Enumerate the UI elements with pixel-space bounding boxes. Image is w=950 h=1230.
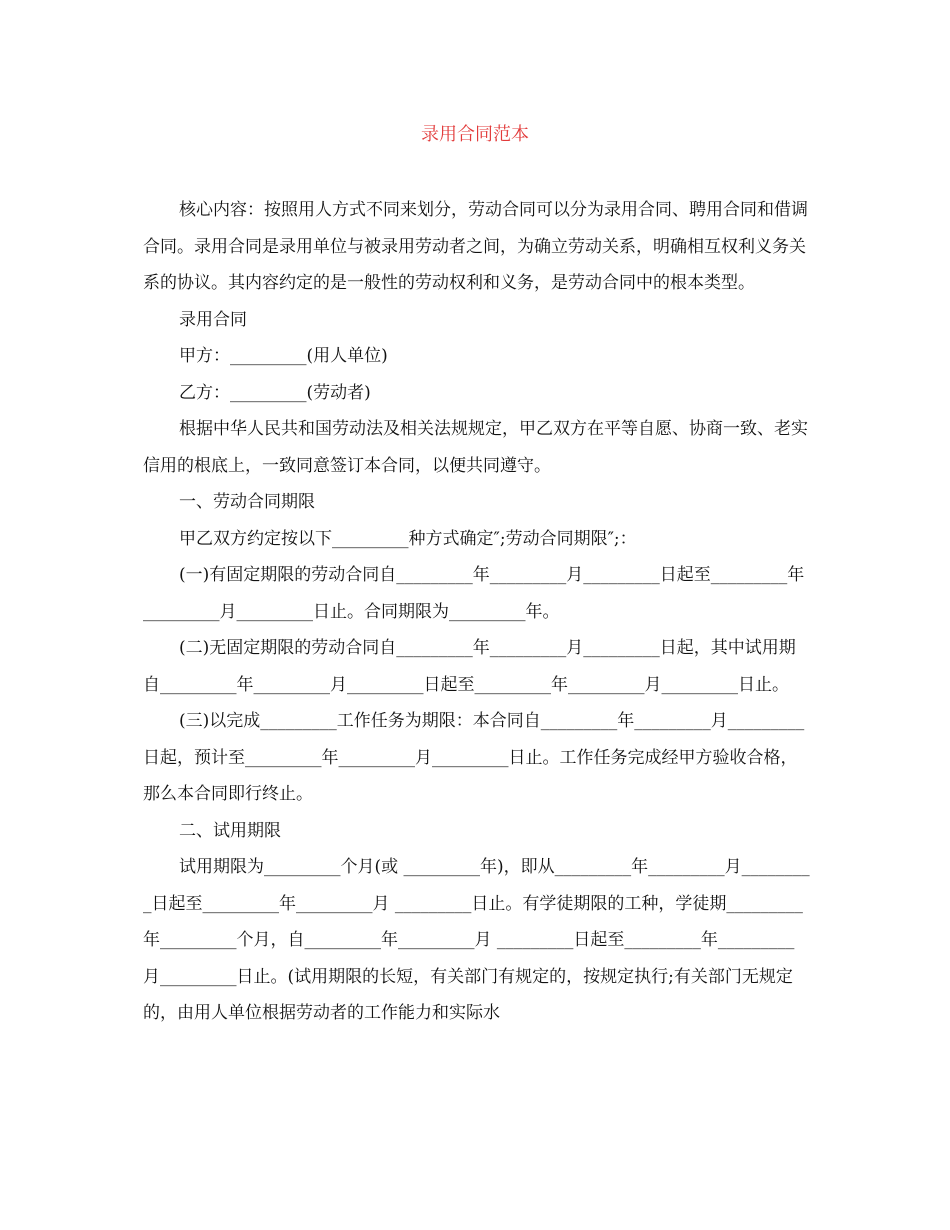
paragraph-probation-term: 试用期限为_________个月(或 _________年)，即从_________年_________月_________日起至_________年_________月 _________日止。有学徒期限的工种，学徒期_________年_________个月，自_________年_________月 _________日起至_________年_________月_________日止。(试用期限的长短，有关部门有规定的，按规定执行;有关部门无规定的，由用人单位根据劳动者的工作能力和实际水 [143, 857, 810, 1023]
section-heading-contract-term: 一、劳动合同期限 [179, 492, 315, 512]
paragraph-party-a: 甲方：_________(用人单位) [179, 346, 388, 366]
paragraph-core-content: 核心内容：按照用人方式不同来划分，劳动合同可以分为录用合同、聘用合同和借调合同。录用合同是录用单位与被录用劳动者之间，为确立劳动关系，明确相互权利义务关系的协议。其内容约定的是一般性的劳动权利和义务，是劳动合同中的根本类型。 [143, 200, 808, 293]
paragraph-legal-basis: 根据中华人民共和国劳动法及相关法规规定，甲乙双方在平等自愿、协商一致、老实信用的根底上，一致同意签订本合同，以便共同遵守。 [143, 419, 808, 476]
paragraph-open-term: (二)无固定期限的劳动合同自_________年_________月_________日起，其中试用期自_________年_________月_________日起至_________年_________月_________日止。 [143, 638, 796, 695]
paragraph-contract-heading: 录用合同 [179, 309, 247, 330]
paragraph-fixed-term: (一)有固定期限的劳动合同自_________年_________月_________日起至_________年_________月_________日止。合同期限为_________年。 [143, 565, 805, 622]
document-body [143, 192, 811, 1032]
paragraph-term-method: 甲乙双方约定按以下_________种方式确定″;劳动合同期限″;： [179, 528, 637, 549]
paragraph-task-term: (三)以完成_________工作任务为期限：本合同自_________年_________月_________日起，预计至_________年_________月_________日止。工作任务完成经甲方验收合格，那么本合同即行终止。 [143, 711, 805, 804]
document-title: 录用合同范本 [421, 124, 529, 145]
section-heading-probation: 二、试用期限 [179, 820, 281, 841]
paragraph-party-b: 乙方：_________(劳动者) [179, 382, 371, 403]
